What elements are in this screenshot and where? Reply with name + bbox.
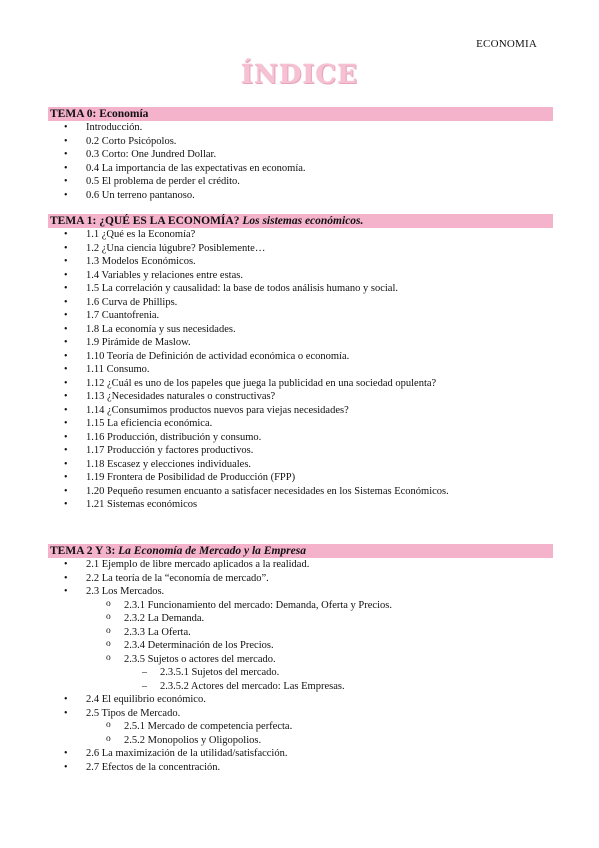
section-tema-0 [48, 107, 553, 202]
toc-item: • 1.19 Frontera de Posibilidad de Producción (FPP) [48, 471, 553, 485]
section-heading [48, 107, 553, 121]
toc-item: • 1.9 Pirámide de Maslow. [48, 336, 553, 350]
section-item-list [48, 121, 553, 202]
toc-item: o 2.3.2 La Demanda. [48, 612, 553, 626]
section-tema-1 [48, 214, 553, 512]
toc-item: • 1.8 La economía y sus necesidades. [48, 323, 553, 337]
toc-item: o 2.5.1 Mercado de competencia perfecta. [48, 720, 553, 734]
toc-item: • 2.7 Efectos de la concentración. [48, 761, 553, 775]
toc-item: o 2.3.3 La Oferta. [48, 626, 553, 640]
document-header-label: ECONOMIA [476, 38, 537, 50]
section-heading [48, 544, 553, 558]
toc-item: • 1.18 Escasez y elecciones individuales. [48, 458, 553, 472]
section-item-list [48, 228, 553, 512]
toc-item: • 2.6 La maximización de la utilidad/satisfacción. [48, 747, 553, 761]
toc-item: • 0.3 Corto: One Jundred Dollar. [48, 148, 553, 162]
toc-item: o 2.5.2 Monopolios y Oligopolios. [48, 734, 553, 748]
section-heading-title: TEMA 2 Y 3: [50, 545, 119, 557]
section-heading-subtitle: La Economía de Mercado y la Empresa [118, 545, 306, 557]
toc-item: • 1.20 Pequeño resumen encuanto a satisfacer necesidades en los Sistemas Económicos. [48, 485, 553, 499]
toc-item: – 2.3.5.1 Sujetos del mercado. [48, 666, 553, 680]
section-tema-2-3 [48, 544, 553, 774]
toc-item: o 2.3.5 Sujetos o actores del mercado. [48, 653, 553, 667]
toc-item: • 1.3 Modelos Económicos. [48, 255, 553, 269]
toc-item: • 0.2 Corto Psicópolos. [48, 135, 553, 149]
toc-item: • 1.1 ¿Qué es la Economía? [48, 228, 553, 242]
toc-item: • 2.4 El equilibrio económico. [48, 693, 553, 707]
toc-item: • 1.7 Cuantofrenia. [48, 309, 553, 323]
toc-item: • 1.16 Producción, distribución y consumo. [48, 431, 553, 445]
toc-item: – 2.3.5.2 Actores del mercado: Las Empresas. [48, 680, 553, 694]
toc-item: • 0.5 El problema de perder el crédito. [48, 175, 553, 189]
section-heading-subtitle: Los sistemas económicos. [242, 215, 364, 227]
toc-item: o 2.3.4 Determinación de los Precios. [48, 639, 553, 653]
toc-item: o 2.3.1 Funcionamiento del mercado: Demanda, Oferta y Precios. [48, 599, 553, 613]
toc-item: • 1.6 Curva de Phillips. [48, 296, 553, 310]
toc-item: • 1.5 La correlación y causalidad: la base de todos análisis humano y social. [48, 282, 553, 296]
toc-item: • 1.15 La eficiencia económica. [48, 417, 553, 431]
toc-item: • 2.5 Tipos de Mercado. [48, 707, 553, 721]
toc-item: • 1.11 Consumo. [48, 363, 553, 377]
toc-item: • Introducción. [48, 121, 553, 135]
section-item-list [48, 558, 553, 774]
toc-item: • 1.13 ¿Necesidades naturales o constructivas? [48, 390, 553, 404]
toc-item: • 2.2 La teoría de la “economía de mercado”. [48, 572, 553, 586]
toc-item: • 1.14 ¿Consumimos productos nuevos para viejas necesidades? [48, 404, 553, 418]
toc-item: • 2.3 Los Mercados. [48, 585, 553, 599]
toc-item: • 1.21 Sistemas económicos [48, 498, 553, 512]
section-heading-title: TEMA 0: Economía [50, 108, 149, 120]
toc-item: • 1.2 ¿Una ciencia lúgubre? Posiblemente… [48, 242, 553, 256]
toc-item: • 1.10 Teoría de Definición de actividad económica o economía. [48, 350, 553, 364]
toc-item: • 1.12 ¿Cuál es uno de los papeles que juega la publicidad en una sociedad opulenta? [48, 377, 553, 391]
toc-item: • 1.4 Variables y relaciones entre estas. [48, 269, 553, 283]
section-heading-title: TEMA 1: ¿QUÉ ES LA ECONOMÍA? [50, 215, 243, 227]
toc-item: • 1.17 Producción y factores productivos. [48, 444, 553, 458]
toc-item: • 0.6 Un terreno pantanoso. [48, 189, 553, 203]
section-heading [48, 214, 553, 228]
page-title: ÍNDICE [240, 60, 359, 90]
toc-item: • 2.1 Ejemplo de libre mercado aplicados a la realidad. [48, 558, 553, 572]
toc-item: • 0.4 La importancia de las expectativas en economía. [48, 162, 553, 176]
